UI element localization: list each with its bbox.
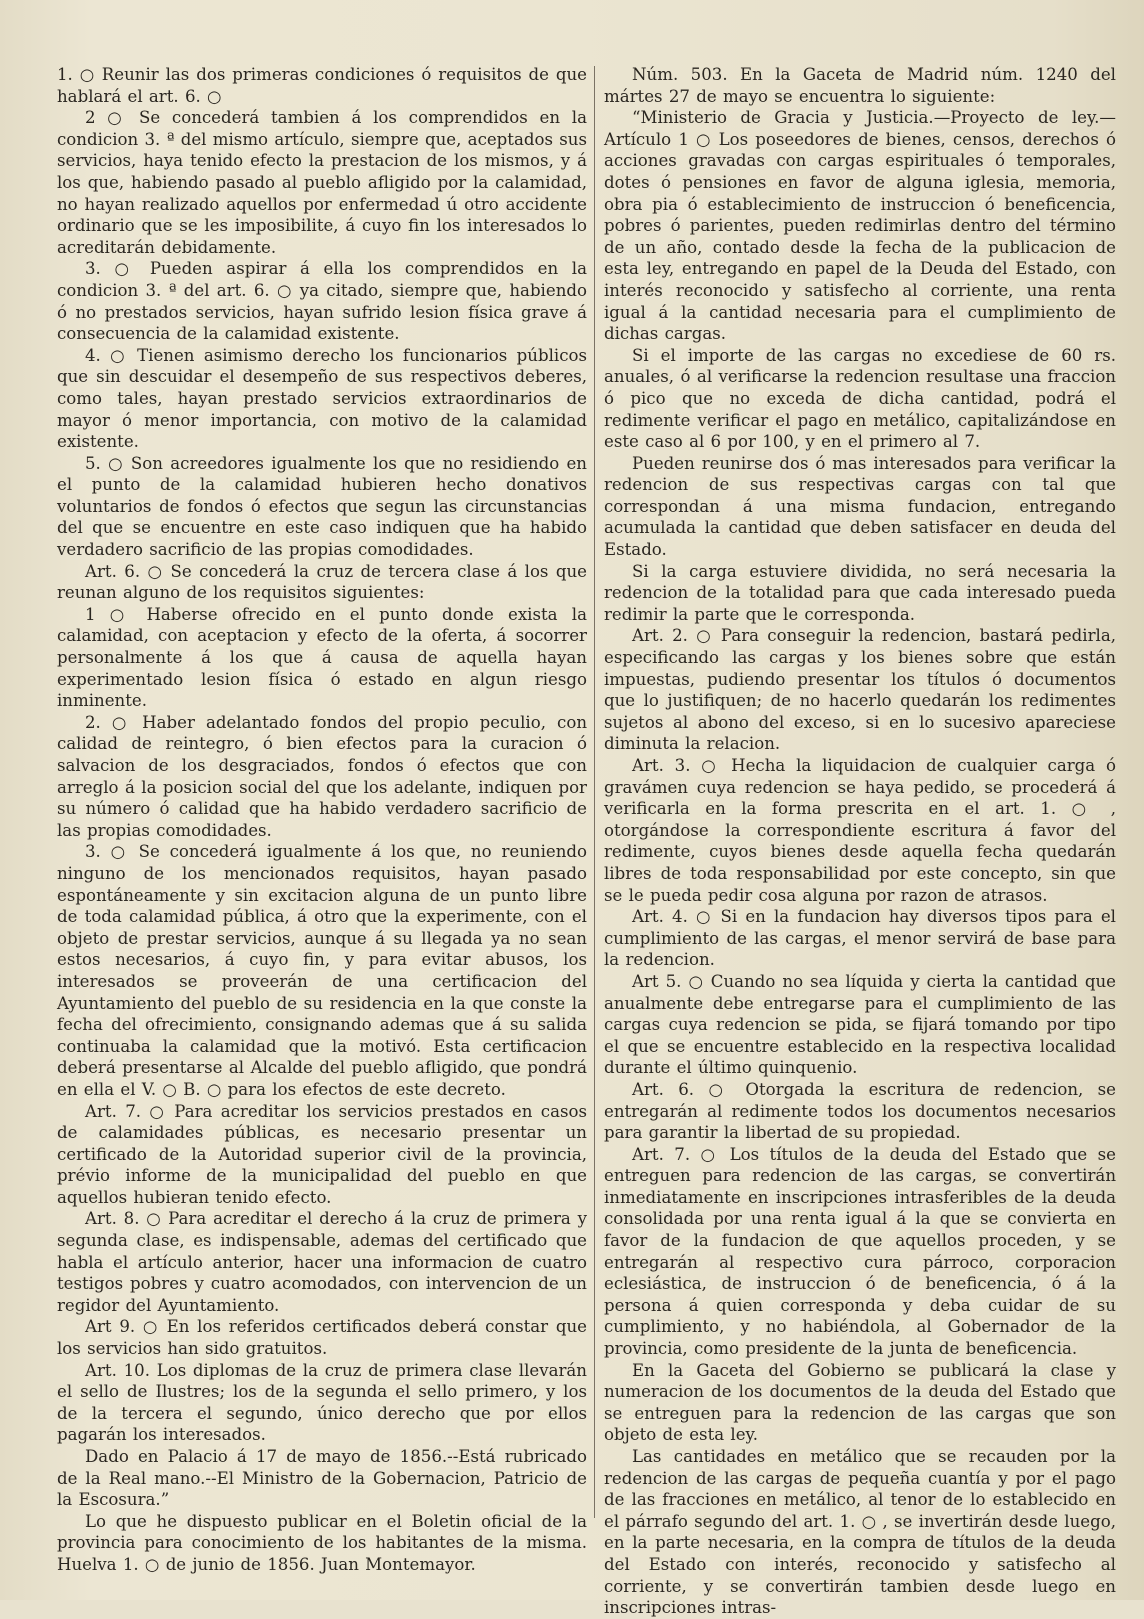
paragraph: “Ministerio de Gracia y Justicia.—Proyecto de ley.— Artículo 1 ○ Los poseedores de bienes, censos, derechos ó acciones gravadas con cargas espirituales ó temporales, dotes ó pensiones en favor de alguna iglesia, memoria, obra pia ó establecimiento de instruccion ó beneficencia, pobres ó parientes, pueden redimirlas dentro del término de un año, contado desde la fecha de la publicacion de esta ley, entregando en papel de la Deuda del Estado, con interés reconocido y satisfecho al corriente, una renta igual á la cantidad necesaria para el cumplimiento de dichas cargas. bbox=[604, 108, 1116, 344]
paragraph: En la Gaceta del Gobierno se publicará la clase y numeracion de los documentos de la deuda del Estado que se entreguen para la redencion de las cargas que son objeto de esta ley. bbox=[604, 1360, 1116, 1445]
paragraph: 1 ○ Haberse ofrecido en el punto donde exista la calamidad, con aceptacion y efecto de la oferta, á socorrer personalmente á los que á causa de aquella hayan experimentado lesion física ó estado en algun riesgo inminente. bbox=[57, 604, 587, 711]
paragraph: 1. ○ Reunir las dos primeras condiciones ó requisitos de que hablará el art. 6. ○ bbox=[57, 65, 587, 106]
paragraph: Art. 2. ○ Para conseguir la redencion, bastará pedirla, especificando las cargas y los bienes sobre que están impuestas, pudiendo presentar los títulos ó documentos que lo justifiquen; de no hacerlo quedarán los redimentes sujetos al abono del exceso, si en lo sucesivo apareciese diminuta la relacion. bbox=[604, 626, 1116, 754]
paragraph: Las cantidades en metálico que se recauden por la redencion de las cargas de pequeña cuantía y por el pago de las fracciones en metálico, al tenor de lo establecido en el párrafo segundo del art. 1. ○ , se invertirán desde luego, en la parte necesaria, en la compra de títulos de la deuda del Estado con interés, reconocido y satisfecho al corriente, y se convertirán tambien desde luego en inscripciones intras- bbox=[604, 1447, 1116, 1618]
paragraph: Art. 7. ○ Para acreditar los servicios prestados en casos de calamidades públicas, es necesario presentar un certificado de la Autoridad superior civil de la provincia, prévio informe de la municipalidad del pueblo en que aquellos hubieran tenido efecto. bbox=[57, 1101, 587, 1207]
paragraph: Art. 8. ○ Para acreditar el derecho á la cruz de primera y segunda clase, es indispensable, ademas del certificado que habla el artículo anterior, hacer una informacion de cuatro testigos pobres y cuatro acomodados, con intervencion de un regidor del Ayuntamiento. bbox=[57, 1209, 587, 1315]
paragraph: Art. 7. ○ Los títulos de la deuda del Estado que se entreguen para redencion de las cargas, se convertirán inmediatamente en inscripciones intrasferibles de la deuda consolidada por una renta igual á la que se convierta en favor de la fundacion de que aquellos proceden, y se entregarán al respectivo cura párroco, corporacion eclesiástica, de instruccion ó de beneficencia, ó á la persona á quien corresponda y deba cuidar de su cumplimiento, y no habiéndola, al Gobernador de la provincia, como presidente de la junta de beneficencia. bbox=[604, 1144, 1116, 1359]
paragraph: Pueden reunirse dos ó mas interesados para verificar la redencion de sus respectivas cargas con tal que correspondan á una misma fundacion, entregando acumulada la cantidad que deben satisfacer en deuda del Estado. bbox=[604, 453, 1116, 560]
paragraph: 4. ○ Tienen asimismo derecho los funcionarios públicos que sin descuidar el desempeño de sus respectivos deberes, como tales, hayan prestado servicios extraordinarios de mayor ó menor importancia, con motivo de la calamidad existente. bbox=[57, 345, 587, 452]
paragraph: Lo que he dispuesto publicar en el Boletin oficial de la provincia para conocimiento de los habitantes de la misma. Huelva 1. ○ de junio de 1856. Juan Montemayor. bbox=[57, 1511, 587, 1574]
paragraph: 2 ○ Se concederá tambien á los comprendidos en la condicion 3. ª del mismo artículo, siempre que, aceptados sus servicios, haya tenido efecto la prestacion de los mismos, y á los que, habiendo pasado al pueblo afligido por la calamidad, no hayan realizado aquellos por enfermedad ú otro accidente ordinario que se les imposibilite, á cuyo fin los interesados lo acreditarán debidamente. bbox=[57, 108, 587, 257]
paragraph: Art 9. ○ En los referidos certificados deberá constar que los servicios han sido gratuitos. bbox=[57, 1317, 587, 1359]
paragraph: 2. ○ Haber adelantado fondos del propio peculio, con calidad de reintegro, ó bien efectos para la curacion ó salvacion de los desgraciados, fondos ó efectos que con arreglo á la posicion social del que los adelante, indiquen por su número ó calidad que ha habido verdadero sacrificio de las propias comodidades. bbox=[57, 712, 587, 840]
paragraph: Núm. 503. En la Gaceta de Madrid núm. 1240 del mártes 27 de mayo se encuentra lo siguiente: bbox=[604, 65, 1116, 106]
column-divider bbox=[594, 66, 595, 1518]
paragraph: Art. 6. ○ Otorgada la escritura de redencion, se entregarán al redimente todos los documentos necesarios para garantir la libertad de su propiedad. bbox=[604, 1079, 1116, 1143]
paragraph: 3. ○ Pueden aspirar á ella los comprendidos en la condicion 3. ª del art. 6. ○ ya citado, siempre que, habiendo ó no prestados servicios, hayan sufrido lesion física grave á consecuencia de la calamidad existente. bbox=[57, 259, 587, 344]
paragraph: Art. 10. Los diplomas de la cruz de primera clase llevarán el sello de Ilustres; los de la segunda el sello primero, y los de la tercera el segundo, único derecho que por ellos pagarán los interesados. bbox=[57, 1360, 587, 1445]
paragraph: Art 5. ○ Cuando no sea líquida y cierta la cantidad que anualmente debe entregarse para el cumplimiento de las cargas cuya redencion se pida, se fijará tomando por tipo el que se encuentre establecido en la respectiva localidad durante el último quinquenio. bbox=[604, 971, 1116, 1078]
paragraph: Art. 6. ○ Se concederá la cruz de tercera clase á los que reunan alguno de los requisitos siguientes: bbox=[57, 561, 587, 603]
paragraph: Art. 4. ○ Si en la fundacion hay diversos tipos para el cumplimiento de las cargas, el menor servirá de base para la redencion. bbox=[604, 907, 1116, 970]
left-column bbox=[57, 64, 587, 1576]
paragraph: Dado en Palacio á 17 de mayo de 1856.--Está rubricado de la Real mano.--El Ministro de la Gobernacion, Patricio de la Escosura.” bbox=[57, 1447, 587, 1510]
paragraph: 5. ○ Son acreedores igualmente los que no residiendo en el punto de la calamidad hubieren hecho donativos voluntarios de fondos ó efectos que segun las circunstancias del que se encuentre en este caso indiquen que ha habido verdadero sacrificio de las propias comodidades. bbox=[57, 453, 587, 560]
paragraph: Si la carga estuviere dividida, no será necesaria la redencion de la totalidad para que cada interesado pueda redimir la parte que le corresponda. bbox=[604, 561, 1116, 624]
paragraph: 3. ○ Se concederá igualmente á los que, no reuniendo ninguno de los mencionados requisitos, hayan pasado espontáneamente y sin excitacion alguna de un punto libre de toda calamidad pública, á otro que la experimente, con el objeto de prestar servicios, aunque á su llegada ya no sean estos necesarios, á cuyo fin, y para evitar abusos, los interesados se proveerán de una certificacion del Ayuntamiento del pueblo de su residencia en la que conste la fecha del ofrecimiento, consignando ademas que á su salida continuaba la calamidad que la motivó. Esta certificacion deberá presentarse al Alcalde del pueblo afligido, que pondrá en ella el V. ○ B. ○ para los efectos de este decreto. bbox=[57, 842, 587, 1099]
right-column bbox=[604, 64, 1116, 1619]
paragraph: Art. 3. ○ Hecha la liquidacion de cualquier carga ó gravámen cuya redencion se haya pedido, se procederá á verificarla en la forma prescrita en el art. 1. ○ , otorgándose la correspondiente escritura á favor del redimente, cuyos bienes desde aquella fecha quedarán libres de toda responsabilidad por este concepto, sin que se le pueda pedir cosa alguna por razon de atrasos. bbox=[604, 756, 1116, 905]
paragraph: Si el importe de las cargas no excediese de 60 rs. anuales, ó al verificarse la redencion resultase una fraccion ó pico que no exceda de dicha cantidad, podrá el redimente verificar el pago en metálico, capitalizándose en este caso al 6 por 100, y en el primero al 7. bbox=[604, 345, 1116, 452]
